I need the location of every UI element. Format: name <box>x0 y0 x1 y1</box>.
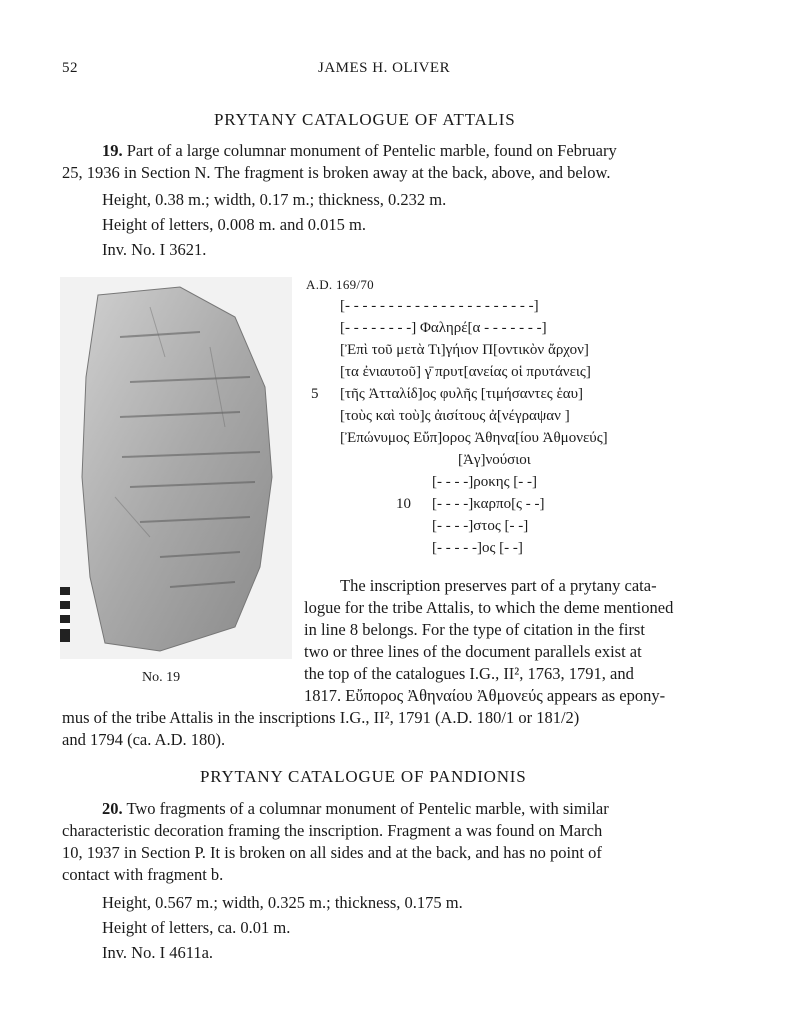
inscription-line-9: [- - - -]ρoκης [- -] <box>432 474 538 490</box>
discussion-line-7: mus of the tribe Attalis in the inscriptions I.G., II², 1791 (A.D. 180/1 or 181/2) <box>62 708 580 727</box>
inscription-line-4: [τα ἐνιαυτοῦ] γ̄ πρυτ[ανείας οἱ πρυτάνεις] <box>340 364 591 380</box>
entry-19-intro-text: Part of a large columnar monument of Pentelic marble, found on February <box>126 141 617 160</box>
entry-20-intro-text: Two fragments of a columnar monument of Pentelic marble, with similar <box>126 799 609 818</box>
section-title-attalis: PRYTANY CATALOGUE OF ATTALIS <box>214 110 516 129</box>
entry-20-dimensions: Height, 0.567 m.; width, 0.325 m.; thickness, 0.175 m. <box>102 893 463 912</box>
inscription-line-10: [- - - -]καρπο[ς - -] <box>432 496 545 512</box>
discussion-line-3: in line 8 belongs. For the type of citation in the first <box>304 620 645 639</box>
entry-19-dimensions: Height, 0.38 m.; width, 0.17 m.; thickness, 0.232 m. <box>102 190 447 209</box>
entry-20-intro-line-2: characteristic decoration framing the inscription. Fragment a was found on March <box>62 821 603 840</box>
entry-20-intro-line-1 <box>102 798 609 820</box>
entry-19-intro-line-1 <box>102 140 617 162</box>
inscription-line-5: [τῆς Ἀτταλίδ]ος φυλῆς [τιμήσαντες ἑαυ] <box>340 386 584 402</box>
entry-20-inventory: Inv. No. I 4611a. <box>102 943 214 962</box>
entry-20-intro-line-4: contact with fragment b. <box>62 865 224 884</box>
section-title-pandionis: PRYTANY CATALOGUE OF PANDIONIS <box>200 767 527 786</box>
entry-19-inventory: Inv. No. I 3621. <box>102 240 207 259</box>
inscription-line-1: [- - - - - - - - - - - - - - - - - - - - - -] <box>340 298 539 314</box>
entry-19-letter-height: Height of letters, 0.008 m. and 0.015 m. <box>102 215 366 234</box>
entry-19-intro-line-2: 25, 1936 in Section N. The fragment is broken away at the back, above, and below. <box>62 163 611 182</box>
photo-caption: No. 19 <box>142 670 181 685</box>
inscription-date: A.D. 169/70 <box>306 277 374 292</box>
page-number: 52 <box>62 60 78 76</box>
running-head-author: JAMES H. OLIVER <box>318 60 451 76</box>
discussion-line-2: logue for the tribe Attalis, to which the deme mentioned <box>304 598 674 617</box>
stone-fragment-image <box>60 277 292 659</box>
entry-number-20: 20. <box>102 799 123 818</box>
line-number-10: 10 <box>396 496 411 512</box>
inscription-line-11: [- - - -]στος [- -] <box>432 518 529 534</box>
inscription-line-8: [Ἀγ]νούσιοι <box>458 452 531 468</box>
inscription-line-3: [Ἐπὶ τοῦ μετὰ Τι]γήιον Π[οντικὸν ἄρχον] <box>340 342 589 358</box>
inscription-line-12: [- - - - -]ος [- -] <box>432 540 523 556</box>
entry-20-intro-line-3: 10, 1937 in Section P. It is broken on all sides and at the back, and has no point of <box>62 843 602 862</box>
discussion-line-1: The inscription preserves part of a prytany cata- <box>340 576 657 595</box>
inscription-line-2: [- - - - - - - -] Φαληρέ[α - - - - - - -] <box>340 320 547 336</box>
inscription-line-6: [τοὺς καὶ τοὺ]ς ἀισίτους ἀ[νέγραψαν ] <box>340 408 570 424</box>
fragment-19-photo <box>60 277 292 659</box>
line-number-5: 5 <box>311 386 319 402</box>
inscription-line-7: [Ἐπώνυμος Εὔπ]ορος Ἀθηνα[ίου Ἀθμονεύς] <box>340 430 608 446</box>
discussion-line-6: 1817. Εὔπορος Ἀθηναίου Ἀθμονεύς appears as epony- <box>304 686 666 705</box>
discussion-line-5: the top of the catalogues I.G., II², 1763, 1791, and <box>304 664 634 683</box>
discussion-line-4: two or three lines of the document parallels exist at <box>304 642 642 661</box>
discussion-line-8: and 1794 (ca. A.D. 180). <box>62 730 226 749</box>
entry-number-19: 19. <box>102 141 123 160</box>
entry-20-letter-height: Height of letters, ca. 0.01 m. <box>102 918 291 937</box>
